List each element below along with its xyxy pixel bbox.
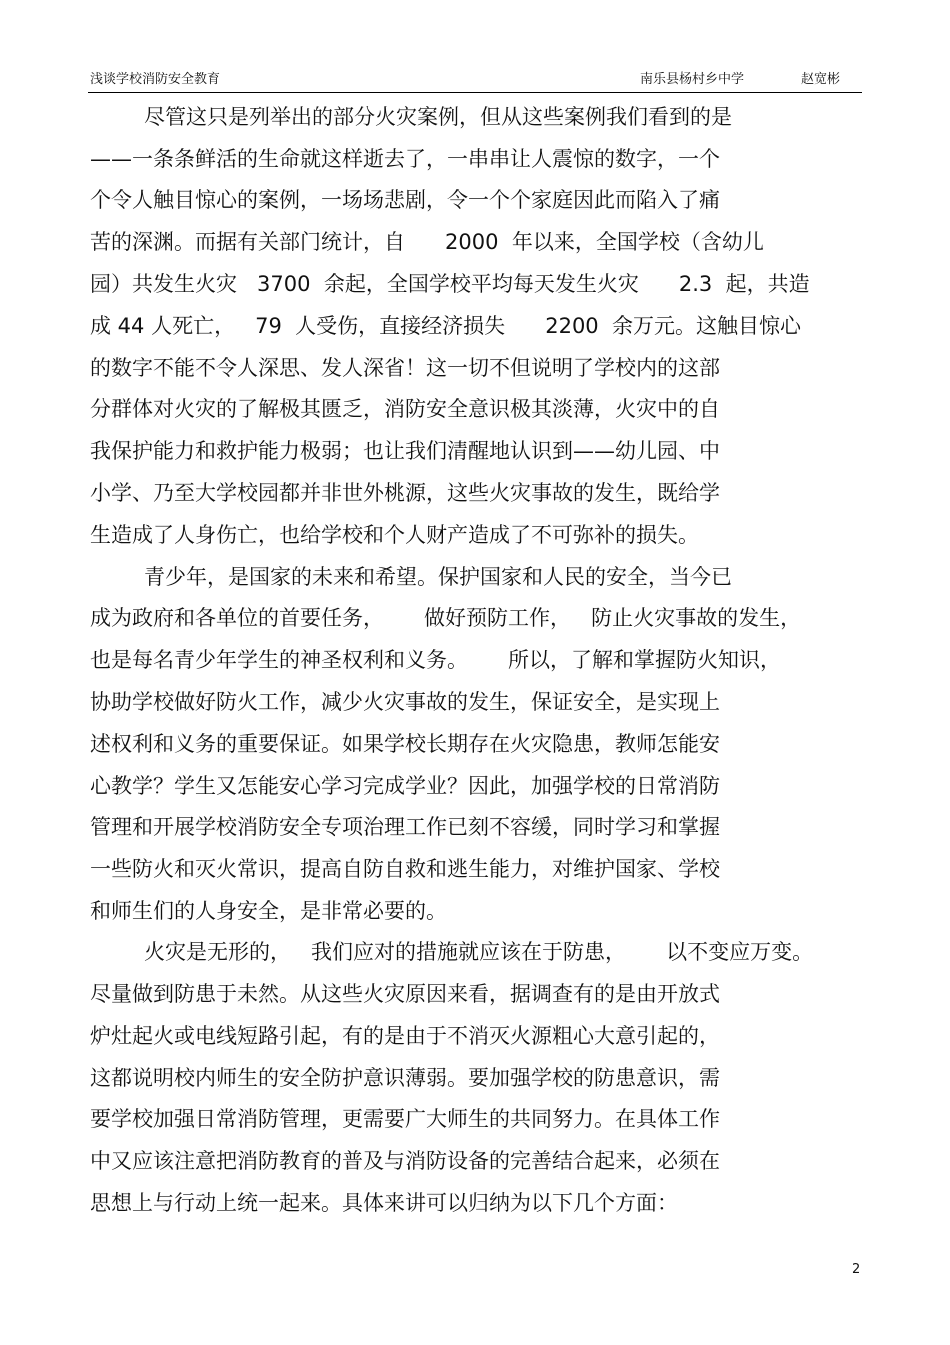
header-title: 浅谈学校消防安全教育 (90, 72, 221, 87)
text-line: 要学校加强日常消防管理，更需要广大师生的共同努力。在具体工作 (90, 1107, 720, 1131)
text-line: 苦的深渊。而据有关部门统计，自 2000 年以来，全国学校（含幼儿 (90, 230, 764, 254)
text-line: ——一条条鲜活的生命就这样逝去了，一串串让人震惊的数字，一个 (90, 147, 720, 171)
text-line: 协助学校做好防火工作，减少火灾事故的发生，保证安全，是实现上 (90, 690, 720, 714)
page-number: 2 (852, 1262, 861, 1277)
text-line: 尽管这只是列举出的部分火灾案例，但从这些案例我们看到的是 (144, 105, 732, 129)
text-line: 成 44 人死亡， 79 人受伤，直接经济损失 2200 余万元。这触目惊心 (90, 314, 802, 338)
text-line: 炉灶起火或电线短路引起，有的是由于不消灭火源粗心大意引起的， (90, 1024, 720, 1048)
text-line: 园）共发生火灾 3700 余起，全国学校平均每天发生火灾 2.3 起，共造 (90, 272, 810, 296)
text-line: 生造成了人身伤亡，也给学校和个人财产造成了不可弥补的损失。 (90, 523, 699, 547)
header-author: 赵宽彬 (800, 72, 840, 87)
text-line: 青少年，是国家的未来和希望。保护国家和人民的安全，当今已 (144, 565, 732, 589)
text-line: 思想上与行动上统一起来。具体来讲可以归纳为以下几个方面： (90, 1191, 678, 1215)
text-line: 也是每名青少年学生的神圣权利和义务。 所以，了解和掌握防火知识， (90, 648, 782, 672)
text-line: 小学、乃至大学校园都并非世外桃源，这些火灾事故的发生，既给学 (90, 481, 720, 505)
text-line: 成为政府和各单位的首要任务， 做好预防工作， 防止火灾事故的发生， (90, 606, 802, 630)
text-line: 管理和开展学校消防安全专项治理工作已刻不容缓，同时学习和掌握 (90, 815, 720, 839)
text-line: 述权利和义务的重要保证。如果学校长期存在火灾隐患，教师怎能安 (90, 732, 720, 756)
text-line: 个令人触目惊心的案例，一场场悲剧，令一个个家庭因此而陷入了痛 (90, 188, 720, 212)
text-line: 的数字不能不令人深思、发人深省！这一切不但说明了学校内的这部 (90, 356, 720, 380)
text-line: 我保护能力和救护能力极弱；也让我们清醒地认识到——幼儿园、中 (90, 439, 720, 463)
text-line: 尽量做到防患于未然。从这些火灾原因来看，据调查有的是由开放式 (90, 982, 720, 1006)
header-school: 南乐县杨村乡中学 (639, 72, 744, 87)
page-header (88, 66, 862, 93)
text-line: 这都说明校内师生的安全防护意识薄弱。要加强学校的防患意识，需 (90, 1066, 720, 1090)
text-line: 和师生们的人身安全，是非常必要的。 (90, 899, 447, 923)
text-line: 中又应该注意把消防教育的普及与消防设备的完善结合起来，必须在 (90, 1149, 720, 1173)
text-line: 心教学？学生又怎能安心学习完成学业？因此，加强学校的日常消防 (90, 774, 720, 798)
text-line: 一些防火和灭火常识，提高自防自救和逃生能力，对维护国家、学校 (90, 857, 720, 881)
text-line: 火灾是无形的， 我们应对的措施就应该在于防患， 以不变应万变。 (144, 940, 814, 964)
text-line: 分群体对火灾的了解极其匮乏，消防安全意识极其淡薄，火灾中的自 (90, 397, 720, 421)
